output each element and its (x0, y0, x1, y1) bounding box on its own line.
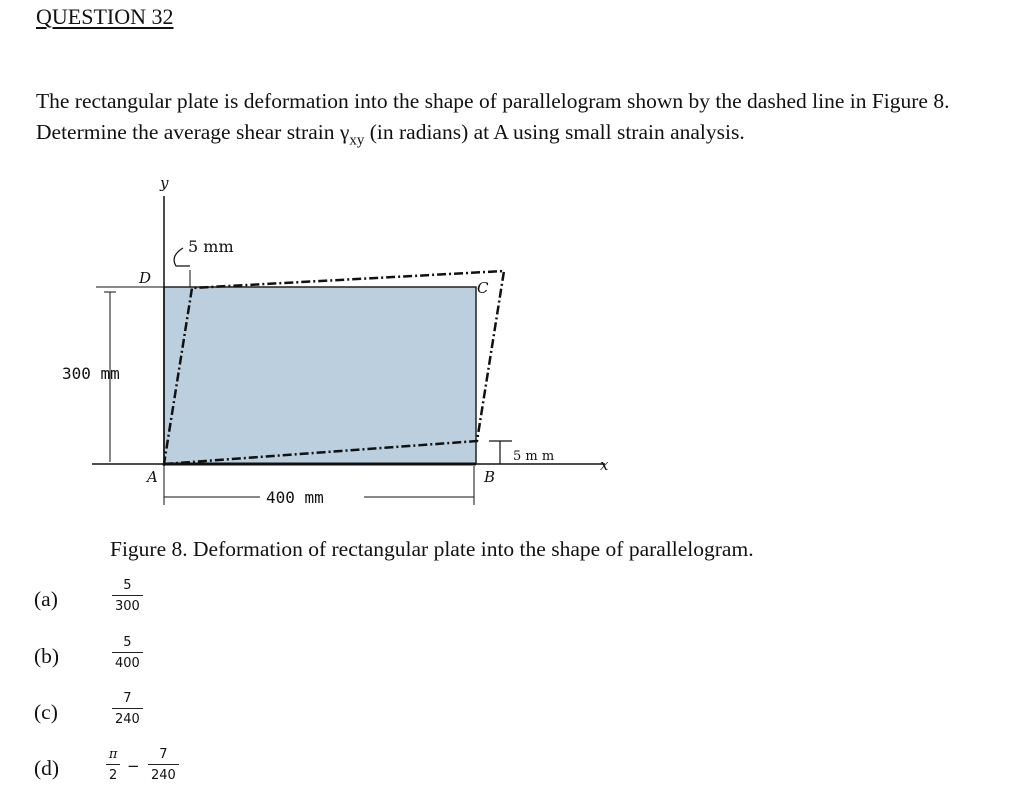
option-d-numerator: 7 (159, 747, 168, 762)
gamma-subscript: xy (349, 132, 365, 149)
x-axis-label: x (600, 456, 609, 474)
option-d-denominator: 240 (148, 764, 179, 783)
rectangular-plate (164, 287, 476, 464)
option-d-pi-fraction (106, 747, 120, 783)
right-offset-label: 5 m m (513, 449, 555, 464)
option-c-denominator: 240 (112, 708, 143, 727)
question-text-after: (in radians) at A using small strain analysis. (364, 120, 745, 144)
option-a-label: (a) (34, 587, 58, 611)
question-heading: QUESTION 32 (36, 4, 174, 29)
option-d-fraction (148, 747, 179, 783)
option-a-fraction (112, 578, 143, 614)
corner-d-label: D (139, 269, 152, 287)
option-b-numerator: 5 (123, 635, 132, 650)
y-axis-label: y (160, 174, 169, 192)
gamma-symbol: γ (339, 120, 350, 144)
option-a-denominator: 300 (112, 595, 143, 614)
top-offset-label: 5 mm (188, 237, 234, 256)
height-label: 300 mm (62, 364, 120, 383)
option-d-pi-denominator: 2 (106, 764, 120, 783)
corner-b-label: B (484, 468, 496, 486)
corner-c-label: C (477, 279, 489, 297)
option-b-fraction (112, 635, 143, 671)
option-b-label: (b) (34, 644, 60, 668)
figure-caption: Figure 8. Deformation of rectangular plate into the shape of parallelogram. (110, 537, 754, 561)
width-label: 400 mm (266, 488, 324, 507)
option-a-numerator: 5 (123, 578, 132, 593)
option-d-minus: − (127, 757, 140, 775)
option-d-pi-numerator: π (108, 747, 118, 762)
corner-a-label: A (147, 468, 158, 486)
question-text-before: The rectangular plate is deformation into the shape of parallelogram shown by the dashed line in Figure 8. Determine the average shear strain (36, 89, 950, 144)
option-c-fraction (112, 691, 143, 727)
option-c-label: (c) (34, 700, 58, 724)
option-d-label: (d) (34, 756, 60, 780)
option-c-numerator: 7 (123, 691, 132, 706)
option-b-denominator: 400 (112, 652, 143, 671)
